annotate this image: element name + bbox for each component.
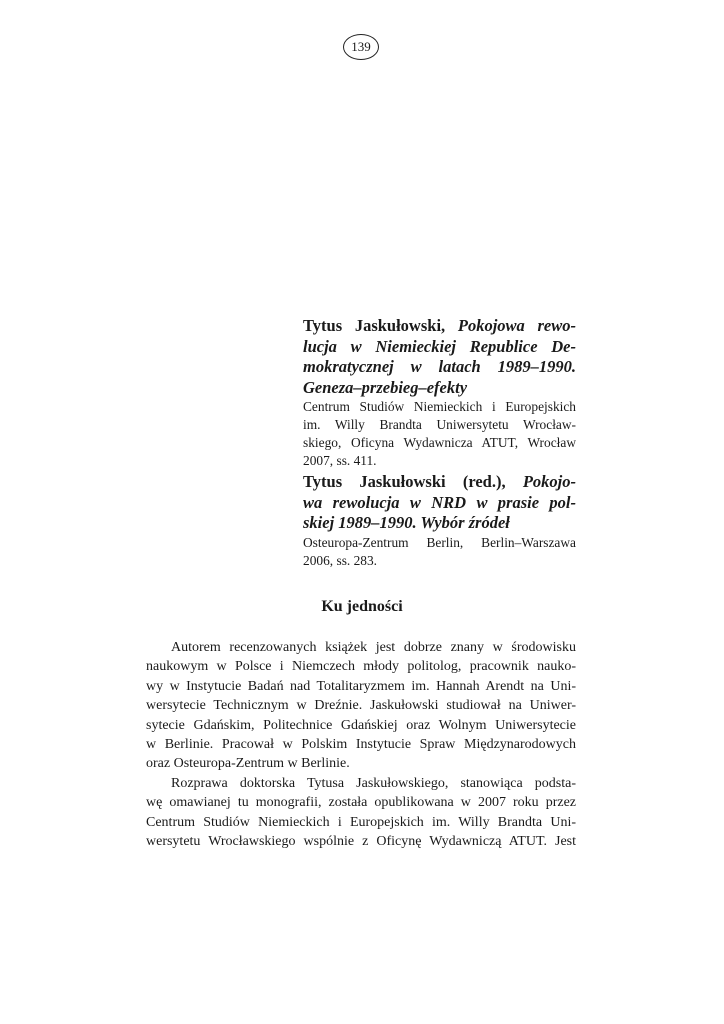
reference-title (303, 316, 576, 398)
publisher-line: Centrum Studiów Niemieckich i Europejskich (303, 399, 576, 414)
reference-work-title: Pokojowa rewo- (457, 316, 576, 335)
text-line: sytecie Gdańskim, Politechnice Gdańskiej oraz Wolnym Uniwersytecie (146, 717, 576, 733)
title-line: lucja w Niemieckiej Republice De- (303, 336, 576, 356)
reference-author: Tytus Jaskułowski, (303, 316, 446, 335)
title-line (303, 316, 576, 337)
publisher-line: im. Willy Brandta Uniwersytetu Wrocław- (303, 417, 576, 432)
text-line: w Berlinie. Pracował w Polskim Instytucie Spraw Międzynarodowych (146, 737, 576, 753)
title-line (303, 472, 576, 493)
bibliographic-references (303, 316, 576, 572)
publisher-line: skiego, Oficyna Wydawnicza ATUT, Wrocław (303, 435, 576, 450)
text-line: wę omawianej tu monografii, została opublikowana w 2007 roku przez (146, 795, 576, 811)
paragraph-2 (146, 774, 576, 852)
text-line: naukowym w Polsce i Niemczech młody politolog, pracownik nauko- (146, 659, 576, 675)
text-line: Centrum Studiów Niemieckich i Europejskich im. Willy Brandta Uni- (146, 814, 576, 830)
body-text (146, 638, 576, 851)
title-line: wa rewolucja w NRD w prasie pol- (303, 492, 576, 512)
publisher-line: 2007, ss. 411. (303, 453, 377, 468)
text-line: wersytetu Wrocławskiego wspólnie z Oficynę Wydawniczą ATUT. Jest (146, 834, 576, 850)
paragraph-1 (146, 638, 576, 774)
reference-work-title: Pokojo- (522, 472, 577, 491)
title-line: mokratycznej w latach 1989–1990. (303, 357, 576, 376)
reference-author: Tytus Jaskułowski (red.), (303, 472, 506, 491)
text-line: Autorem recenzowanych książek jest dobrze znany w środowisku (171, 640, 576, 655)
reference-publisher (303, 398, 576, 470)
publisher-line: 2006, ss. 283. (303, 552, 378, 568)
publisher-line: Osteuropa-Zentrum Berlin, Berlin–Warszawa (303, 534, 576, 550)
text-line: wersytecie Technicznym w Dreźnie. Jaskułowski studiował na Uniwer- (146, 698, 576, 714)
page-number: 139 (343, 34, 379, 60)
text-line: Rozprawa doktorska Tytusa Jaskułowskiego, stanowiąca podsta- (171, 775, 576, 791)
title-line: skiej 1989–1990. Wybór źródeł (303, 513, 510, 532)
text-line: oraz Osteuropa-Zentrum w Berlinie. (146, 756, 350, 772)
reference-1 (303, 316, 576, 470)
reference-publisher (303, 534, 576, 570)
title-line: Geneza–przebieg–efekty (303, 377, 468, 397)
section-heading: Ku jedności (321, 598, 403, 615)
reference-2 (303, 472, 576, 570)
text-line: wy w Instytucie Badań nad Totalitaryzmem im. Hannah Arendt na Uni- (146, 678, 576, 694)
reference-title (303, 472, 576, 534)
